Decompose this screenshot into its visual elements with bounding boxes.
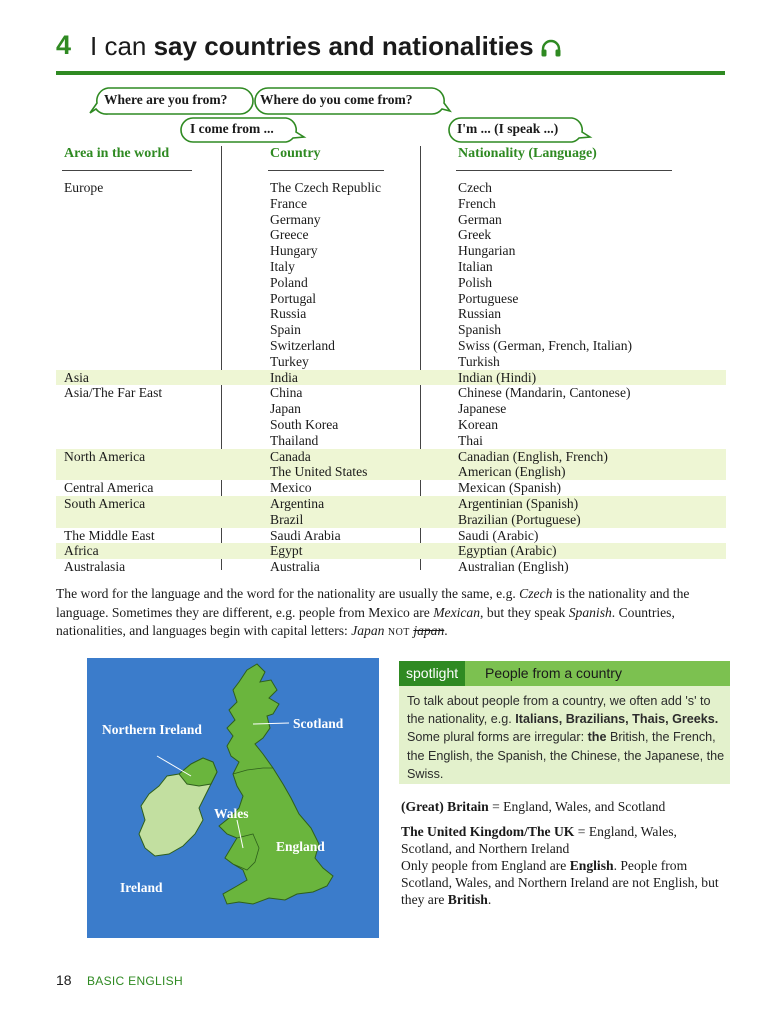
table-row xyxy=(56,496,726,512)
text: . xyxy=(444,623,448,638)
header-nationality: Nationality (Language) xyxy=(458,146,597,161)
table-row xyxy=(56,196,726,212)
title-bold: say countries and nationalities xyxy=(153,31,534,61)
country-cell: India xyxy=(270,369,298,385)
label-wales: Wales xyxy=(214,806,249,821)
not-label: NOT xyxy=(387,627,410,638)
leader-line xyxy=(157,756,191,776)
area-cell: Central America xyxy=(64,480,154,496)
country-cell: Portugal xyxy=(270,290,317,306)
nationality-cell: Portuguese xyxy=(458,290,519,306)
table-row xyxy=(56,543,726,559)
country-cell: Thailand xyxy=(270,432,319,448)
area-cell: Asia/The Far East xyxy=(64,385,163,401)
country-cell: Egypt xyxy=(270,543,303,559)
table-row xyxy=(56,212,726,228)
british-isles-map xyxy=(87,658,379,938)
definition: = England, Wales, Scotland, and Northern Ireland xyxy=(401,824,677,856)
title-rule xyxy=(56,71,725,75)
title-plain: I can xyxy=(90,31,154,61)
label-northern-ireland: Northern Ireland xyxy=(102,722,202,737)
header-rule xyxy=(268,170,384,171)
bubble-i-come-from xyxy=(180,117,298,143)
page-title xyxy=(56,30,726,74)
nationality-cell: Egyptian (Arabic) xyxy=(458,543,557,559)
table-row xyxy=(56,180,726,196)
map-graphic xyxy=(87,658,379,938)
table-row xyxy=(56,401,726,417)
nationality-cell: Spanish xyxy=(458,322,502,338)
title-text xyxy=(90,31,562,64)
country-cell: Hungary xyxy=(270,243,318,259)
area-cell: Europe xyxy=(64,180,104,195)
example-word: Czech xyxy=(519,586,553,601)
nationality-cell: Italian xyxy=(458,258,493,274)
country-cell: China xyxy=(270,385,303,401)
country-cell: Japan xyxy=(270,401,301,417)
bubble-text: Where are you from? xyxy=(104,92,228,107)
table-row xyxy=(56,370,726,386)
nationality-cell: Chinese (Mandarin, Cantonese) xyxy=(458,385,631,401)
bubble-text: I'm ... (I speak ...) xyxy=(457,121,559,136)
table-row xyxy=(56,354,726,370)
page-number: 18 xyxy=(56,972,72,988)
country-cell: South Korea xyxy=(270,416,339,432)
country-cell: Italy xyxy=(270,258,295,274)
country-cell: Switzerland xyxy=(270,337,335,353)
table-row xyxy=(56,259,726,275)
spotlight-header xyxy=(399,661,730,686)
area-cell: Africa xyxy=(64,543,99,559)
label-ireland: Ireland xyxy=(120,880,163,895)
bubble-text: I come from ... xyxy=(190,121,274,136)
term: The United Kingdom/The UK xyxy=(401,824,575,839)
spotlight-title: People from a country xyxy=(485,665,622,681)
country-cell: Mexico xyxy=(270,480,312,496)
table-row xyxy=(56,275,726,291)
country-cell: Russia xyxy=(270,306,307,322)
area-cell: The Middle East xyxy=(64,527,155,543)
bubble-where-do-you-come-from xyxy=(254,87,446,115)
spotlight-body xyxy=(399,686,730,784)
nationality-cell: Canadian (English, French) xyxy=(458,448,608,464)
country-cell: Saudi Arabia xyxy=(270,527,341,543)
nationality-cell: Australian (English) xyxy=(458,559,569,575)
nationality-cell: Indian (Hindi) xyxy=(458,369,537,385)
text: . Countries, nationalities, and languages begin with capital letters: xyxy=(56,604,675,638)
bubble-text: Where do you come from? xyxy=(260,92,413,107)
book-title: BASIC ENGLISH xyxy=(87,974,183,988)
bold-word: English xyxy=(569,858,614,873)
text: . xyxy=(487,892,492,907)
table-row xyxy=(56,227,726,243)
header-rule xyxy=(456,170,672,171)
text: . People from Scotland, Wales, and Northern Ireland are not English, but they are xyxy=(401,858,719,907)
nationality-cell: Mexican (Spanish) xyxy=(458,480,562,496)
country-cell: Argentina xyxy=(270,495,325,511)
nationality-cell: French xyxy=(458,195,496,211)
table-row xyxy=(56,306,726,322)
country-cell: Canada xyxy=(270,448,311,464)
bubble-i-am xyxy=(448,117,584,143)
nationality-cell: Saudi (Arabic) xyxy=(458,527,539,543)
nationality-cell: Greek xyxy=(458,227,492,243)
note-britain xyxy=(401,798,731,815)
nationality-cell: German xyxy=(458,211,502,227)
nationality-cell: Polish xyxy=(458,274,492,290)
country-cell: France xyxy=(270,195,307,211)
header-rule xyxy=(62,170,192,171)
bubble-where-are-you-from xyxy=(94,87,254,115)
bold-example: the xyxy=(587,730,607,745)
note-uk xyxy=(401,823,731,908)
nationality-cell: Czech xyxy=(458,180,492,195)
nationality-cell: Turkish xyxy=(458,353,500,369)
table-row xyxy=(56,385,726,401)
table-row xyxy=(56,480,726,496)
text: To talk about people from a country, we often add 's' to the nationality, e.g. xyxy=(407,694,711,727)
wrong-example: japan xyxy=(413,623,445,638)
example-word: Spanish xyxy=(568,604,612,620)
text: The word for the language and the word for the nationality are usually the same, e.g. xyxy=(56,586,520,601)
bold-word: British xyxy=(447,892,488,907)
area-cell: Australasia xyxy=(64,559,126,575)
text: Only people from England are xyxy=(401,858,570,873)
header-area: Area in the world xyxy=(64,146,170,161)
nationality-cell: Argentinian (Spanish) xyxy=(458,495,579,511)
table-row xyxy=(56,417,726,433)
area-cell: South America xyxy=(64,495,146,511)
term: (Great) Britain xyxy=(401,799,489,814)
bold-example: Italians, Brazilians, Thais, Greeks. xyxy=(515,712,719,727)
nationality-cell: American (English) xyxy=(458,464,566,480)
nationality-cell: Thai xyxy=(458,432,483,448)
country-cell: Turkey xyxy=(270,353,309,369)
explanation-paragraph xyxy=(56,585,726,643)
label-england: England xyxy=(276,839,325,854)
table-row xyxy=(56,291,726,307)
definition: = England, Wales, and Scotland xyxy=(488,799,666,814)
nationality-cell: Russian xyxy=(458,306,502,322)
table-row xyxy=(56,433,726,449)
country-cell: Spain xyxy=(270,322,301,338)
text: , but they speak xyxy=(480,604,569,620)
country-cell: Greece xyxy=(270,227,309,243)
country-cell: Australia xyxy=(270,559,320,575)
nationality-cell: Swiss (German, French, Italian) xyxy=(458,337,633,353)
table-row xyxy=(56,322,726,338)
country-cell: The United States xyxy=(270,464,368,480)
country-cell: The Czech Republic xyxy=(270,180,381,195)
table-row xyxy=(56,449,726,465)
nationality-cell: Japanese xyxy=(458,401,507,417)
nationality-cell: Brazilian (Portuguese) xyxy=(458,511,581,527)
text: is the nationality and the language. Sometimes they are different, e.g. people from Mexico are xyxy=(56,586,690,620)
country-cell: Brazil xyxy=(270,511,304,527)
spotlight-text xyxy=(407,692,725,783)
table-row xyxy=(56,464,726,480)
spotlight-tag: spotlight xyxy=(399,661,465,686)
area-cell: Asia xyxy=(64,369,89,385)
example-word: Japan xyxy=(351,623,385,638)
country-cell: Poland xyxy=(270,274,308,290)
table-row xyxy=(56,559,726,575)
header-country: Country xyxy=(270,146,321,161)
table-row xyxy=(56,528,726,544)
country-cell: Germany xyxy=(270,211,321,227)
area-cell: North America xyxy=(64,448,146,464)
nationality-cell: Hungarian xyxy=(458,243,516,259)
text: Some plural forms are irregular: xyxy=(407,730,588,745)
nationality-cell: Korean xyxy=(458,416,499,432)
table-row xyxy=(56,512,726,528)
headphones-icon[interactable] xyxy=(540,33,562,64)
text: British, the French, the English, the Spanish, the Chinese, the Japanese, the Swiss. xyxy=(407,730,725,781)
country-table xyxy=(56,180,726,575)
great-britain-shape xyxy=(219,664,333,904)
table-row xyxy=(56,338,726,354)
unit-number: 4 xyxy=(56,30,72,60)
table-row xyxy=(56,243,726,259)
example-word: Mexican xyxy=(433,604,481,620)
label-scotland: Scotland xyxy=(293,716,344,731)
